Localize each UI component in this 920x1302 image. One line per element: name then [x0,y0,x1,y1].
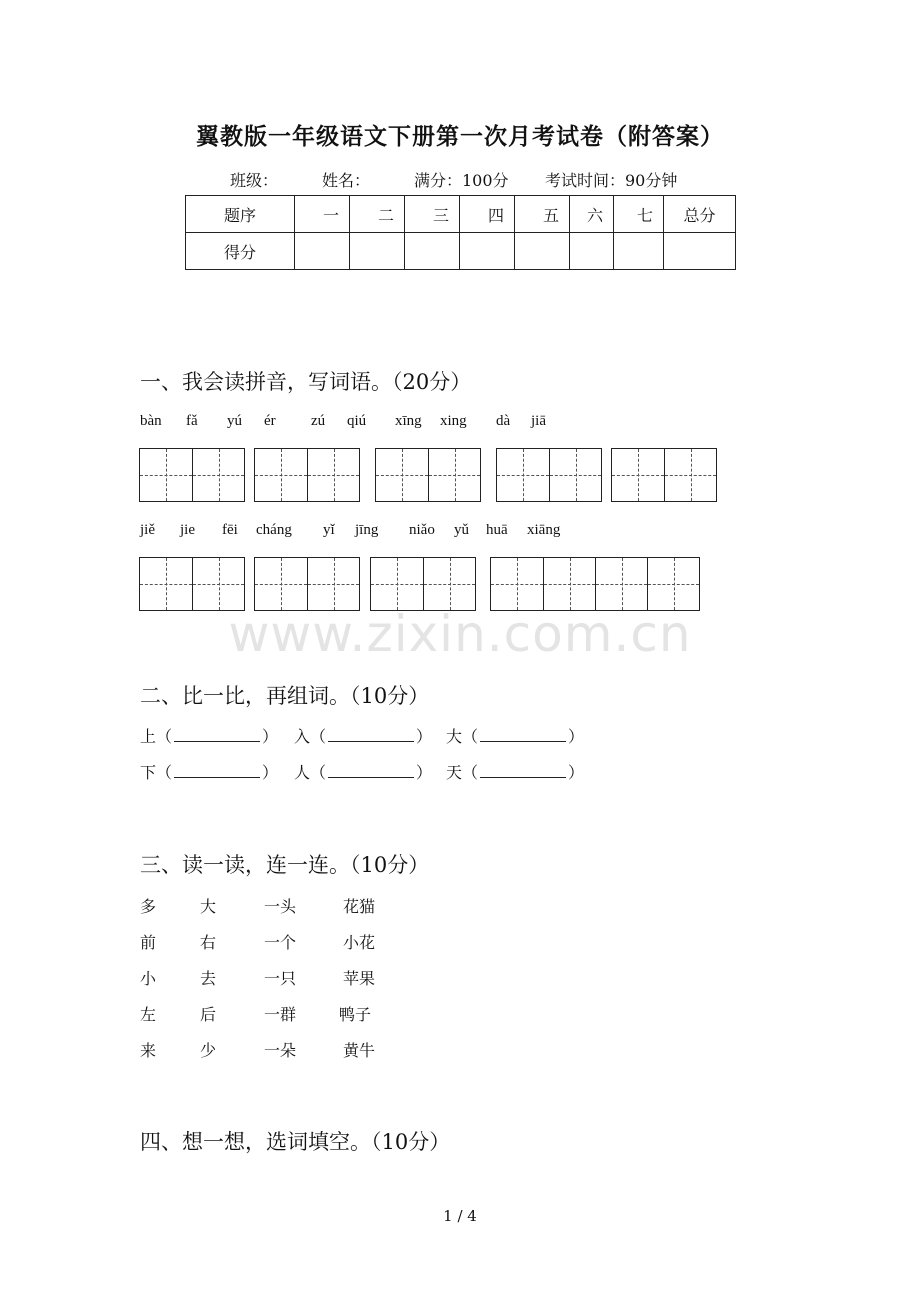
match-word[interactable]: 黄牛 [343,1041,376,1060]
grid-cell[interactable] [192,558,244,610]
grid-cell[interactable] [543,558,595,610]
compare-item [446,760,584,783]
pinyin: jīng [355,522,379,538]
writing-grid[interactable] [375,448,481,502]
pinyin: ér [264,413,276,429]
grid-cell[interactable] [664,449,716,501]
score-table-header-row [186,196,736,233]
match-word[interactable]: 小花 [343,933,376,952]
grid-cell[interactable] [423,558,475,610]
grid-cell[interactable] [140,558,192,610]
character: 下 [140,763,157,782]
match-word[interactable]: 少 [200,1041,217,1060]
match-word[interactable]: 一个 [264,933,297,952]
section-4-heading: 四、想一想，选词填空。（10分） [140,1130,451,1154]
score-cell[interactable] [460,233,515,270]
grid-cell[interactable] [255,558,307,610]
grid-cell[interactable] [255,449,307,501]
score-table-score-row [186,233,736,270]
header-cell-7: 七 [614,196,664,233]
answer-blank[interactable] [328,763,414,778]
section-1-heading: 一、我会读拼音，写词语。（20分） [140,370,472,394]
pinyin: jie [180,522,195,538]
grid-cell[interactable] [307,449,359,501]
writing-grid[interactable] [139,557,245,611]
pinyin: xiāng [527,522,561,538]
writing-grid[interactable] [490,557,700,611]
header-cell-4: 四 [460,196,515,233]
pinyin: zú [311,413,326,429]
score-cell[interactable] [515,233,570,270]
header-cell-total: 总分 [664,196,736,233]
answer-blank[interactable] [174,727,260,742]
pinyin: jiě [140,522,155,538]
grid-cell[interactable] [192,449,244,501]
match-word[interactable]: 去 [200,969,217,988]
pinyin: fēi [222,522,238,538]
header-cell-3: 三 [405,196,460,233]
pinyin: jiā [531,413,546,429]
pinyin: bàn [140,413,162,429]
paren: ） [416,763,433,782]
match-word[interactable]: 一只 [264,969,297,988]
paren: ） [568,727,585,746]
match-word[interactable]: 大 [200,897,217,916]
exam-time: 考试时间：90分钟 [545,171,678,190]
writing-grid[interactable] [254,557,360,611]
header-cell-2: 二 [350,196,405,233]
score-row-label: 得分 [186,233,295,270]
paren: （ [156,763,173,782]
writing-grid[interactable] [611,448,717,502]
grid-cell[interactable] [140,449,192,501]
class-label: 班级： [230,171,279,190]
compare-item [446,724,584,747]
pinyin: huā [486,522,508,538]
pinyin: niǎo [409,522,435,538]
grid-cell[interactable] [612,449,664,501]
score-table [185,195,736,270]
grid-cell[interactable] [371,558,423,610]
answer-blank[interactable] [328,727,414,742]
grid-cell[interactable] [491,558,543,610]
score-cell[interactable] [614,233,664,270]
character: 入 [294,727,311,746]
score-cell[interactable] [405,233,460,270]
pinyin: yǔ [454,522,469,538]
pinyin: fǎ [186,413,198,429]
match-word[interactable]: 小 [140,969,157,988]
match-word[interactable]: 一群 [264,1005,297,1024]
name-label: 姓名： [322,171,371,190]
score-cell[interactable] [664,233,736,270]
header-cell-1: 一 [295,196,350,233]
match-word[interactable]: 一朵 [264,1041,297,1060]
writing-grid[interactable] [496,448,602,502]
page-title: 翼教版一年级语文下册第一次月考试卷（附答案） [196,123,724,150]
paren: （ [310,727,327,746]
paren: ） [262,727,279,746]
answer-blank[interactable] [480,763,566,778]
pinyin: qiú [347,413,367,429]
pinyin: cháng [256,522,292,538]
compare-item [294,760,432,783]
grid-cell[interactable] [647,558,699,610]
paren: （ [462,763,479,782]
pinyin: xīng [395,413,422,429]
header-cell-5: 五 [515,196,570,233]
pinyin: yǐ [323,522,335,538]
match-word[interactable]: 后 [200,1005,217,1024]
section-2-heading: 二、比一比，再组词。（10分） [140,684,430,708]
paren: ） [568,763,585,782]
match-word[interactable]: 一头 [264,897,297,916]
paren: （ [310,763,327,782]
paren: （ [156,727,173,746]
grid-cell[interactable] [307,558,359,610]
grid-cell[interactable] [428,449,480,501]
full-score: 满分：100分 [414,171,509,190]
compare-item [140,760,278,783]
pinyin: yú [227,413,242,429]
pinyin: xing [440,413,467,429]
character: 天 [446,763,463,782]
match-word[interactable]: 花猫 [343,897,376,916]
writing-grid[interactable] [254,448,360,502]
answer-blank[interactable] [480,727,566,742]
pinyin: dà [496,413,511,429]
match-word[interactable]: 左 [140,1005,157,1024]
character: 人 [294,763,311,782]
match-word[interactable]: 前 [140,933,157,952]
grid-cell[interactable] [497,449,549,501]
page-number: 1 / 4 [443,1207,477,1225]
match-word[interactable]: 鸭子 [339,1005,372,1024]
grid-cell[interactable] [376,449,428,501]
header-cell-6: 六 [570,196,614,233]
answer-blank[interactable] [174,763,260,778]
compare-item [294,724,432,747]
watermark: www.zixin.com.cn [228,605,692,663]
compare-item [140,724,278,747]
paren: ） [416,727,433,746]
match-word[interactable]: 右 [200,933,217,952]
writing-grid[interactable] [139,448,245,502]
match-word[interactable]: 来 [140,1041,157,1060]
grid-cell[interactable] [549,449,601,501]
score-cell[interactable] [295,233,350,270]
section-3-heading: 三、读一读，连一连。（10分） [140,853,430,877]
paren: （ [462,727,479,746]
writing-grid[interactable] [370,557,476,611]
character: 大 [446,727,463,746]
score-cell[interactable] [350,233,405,270]
score-cell[interactable] [570,233,614,270]
header-cell-order: 题序 [186,196,295,233]
character: 上 [140,727,157,746]
match-word[interactable]: 多 [140,897,157,916]
grid-cell[interactable] [595,558,647,610]
match-word[interactable]: 苹果 [343,969,376,988]
paren: ） [262,763,279,782]
